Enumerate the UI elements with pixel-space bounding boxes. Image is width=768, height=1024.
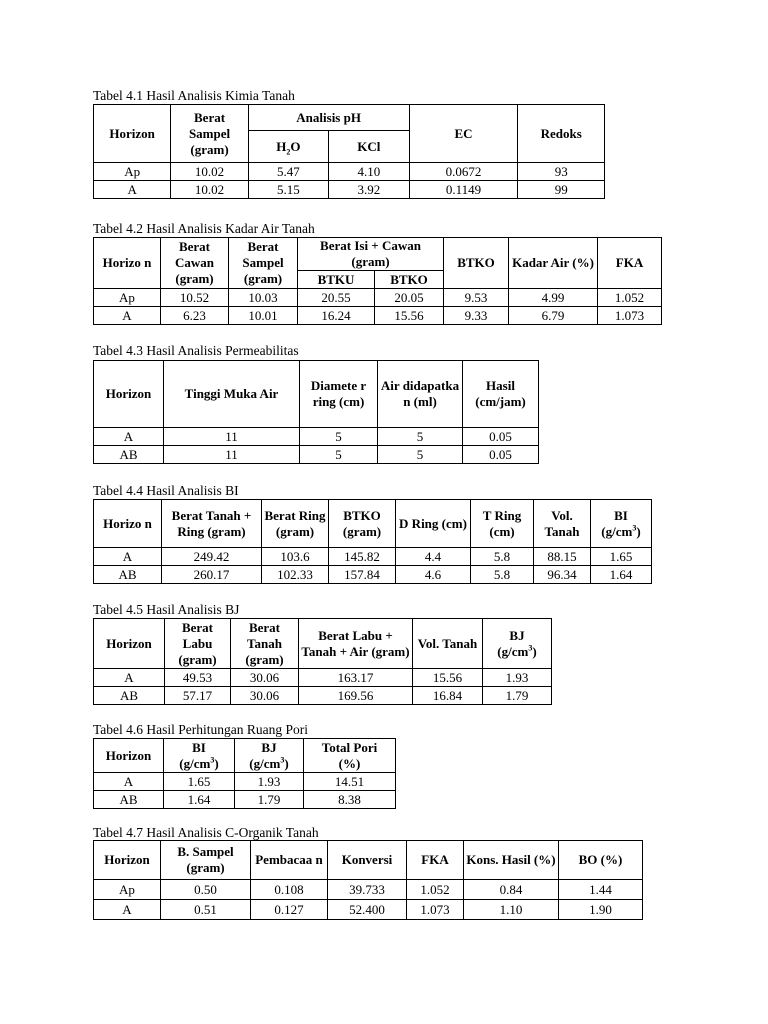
header-konversi: Konversi (328, 841, 407, 880)
cell: 88.15 (534, 548, 591, 566)
header-berat-cawan: Berat Cawan (gram) (161, 238, 229, 289)
cell: 49.53 (165, 669, 231, 687)
cell: 5.8 (471, 548, 534, 566)
header-horizon: Horizon (94, 739, 164, 773)
cell: AB (94, 446, 164, 464)
header-bj: BJ $(g/cm^3)$ (483, 619, 552, 669)
table-4-7 (93, 840, 643, 920)
cell: Ap (94, 163, 171, 181)
header-total-pori: Total Pori (%) (304, 739, 396, 773)
cell: 4.6 (396, 566, 471, 584)
header-berat-ring: Berat Ring (gram) (262, 500, 329, 548)
cell: 0.0672 (409, 163, 518, 181)
header-kcl: KCl (329, 131, 409, 163)
header-t-ring: T Ring (cm) (471, 500, 534, 548)
table-row (94, 791, 396, 809)
cell: 5 (378, 446, 463, 464)
cell: 99 (518, 181, 605, 199)
cell: 30.06 (231, 669, 299, 687)
table-4-3-caption: Tabel 4.3 Hasil Analisis Permeabilitas (93, 343, 299, 358)
cell: 6.23 (161, 307, 229, 325)
cell: 102.33 (262, 566, 329, 584)
cell: 15.56 (375, 307, 444, 325)
cell: 260.17 (162, 566, 262, 584)
cell: 103.6 (262, 548, 329, 566)
cell: 145.82 (329, 548, 396, 566)
header-horizon: Horizon (94, 841, 161, 880)
header-kadar-air: Kadar Air (%) (509, 238, 598, 289)
cell: 1.44 (559, 880, 643, 900)
table-row (94, 669, 552, 687)
cell: 9.53 (444, 289, 509, 307)
header-diameter-ring: Diamete r ring (cm) (300, 361, 378, 428)
table-row (94, 548, 652, 566)
cell: 1.64 (164, 791, 235, 809)
header-berat-labu: Berat Labu (gram) (165, 619, 231, 669)
header-vol-tanah: Vol. Tanah (534, 500, 591, 548)
cell: 157.84 (329, 566, 396, 584)
cell: 16.24 (298, 307, 375, 325)
header-bi: BI $(g/cm^3)$ (591, 500, 652, 548)
cell: 4.10 (329, 163, 409, 181)
table-row (94, 566, 652, 584)
header-d-ring: D Ring (cm) (396, 500, 471, 548)
cell: 8.38 (304, 791, 396, 809)
cell: 11 (164, 446, 300, 464)
cell: AB (94, 566, 162, 584)
header-berat-labu-tanah-air: Berat Labu + Tanah + Air (gram) (299, 619, 413, 669)
cell: 10.01 (229, 307, 298, 325)
table-row (94, 181, 605, 199)
header-horizon: Horizon (94, 619, 165, 669)
cell: 5 (300, 428, 378, 446)
header-tinggi-muka-air: Tinggi Muka Air (164, 361, 300, 428)
cell: 5 (378, 428, 463, 446)
cell: 0.05 (463, 446, 539, 464)
cell: 1.073 (598, 307, 662, 325)
cell: 5.47 (248, 163, 328, 181)
cell: AB (94, 687, 165, 705)
header-bj: BJ $(g/cm^3)$ (235, 739, 304, 773)
cell: 15.56 (413, 669, 483, 687)
header-berat-tanah: Berat Tanah (gram) (231, 619, 299, 669)
header-horizon: Horizo n (94, 500, 162, 548)
header-vol-tanah: Vol. Tanah (413, 619, 483, 669)
cell: 57.17 (165, 687, 231, 705)
cell: 1.10 (464, 900, 559, 920)
cell: 0.84 (464, 880, 559, 900)
header-btko-sub: BTKO (375, 271, 444, 289)
table-row (94, 163, 605, 181)
cell: 10.52 (161, 289, 229, 307)
table-row (94, 307, 662, 325)
cell: 14.51 (304, 773, 396, 791)
cell: 169.56 (299, 687, 413, 705)
header-berat-sampel: Berat Sampel (gram) (171, 105, 248, 163)
cell: 5.8 (471, 566, 534, 584)
header-fka: FKA (598, 238, 662, 289)
cell: 1.65 (591, 548, 652, 566)
cell: 1.93 (483, 669, 552, 687)
cell: A (94, 773, 164, 791)
cell: 0.51 (161, 900, 251, 920)
cell: 1.93 (235, 773, 304, 791)
cell: AB (94, 791, 164, 809)
cell: 30.06 (231, 687, 299, 705)
table-4-1 (93, 104, 605, 199)
cell: 10.02 (171, 181, 248, 199)
cell: 0.50 (161, 880, 251, 900)
table-4-1-caption: Tabel 4.1 Hasil Analisis Kimia Tanah (93, 88, 295, 103)
cell: 9.33 (444, 307, 509, 325)
table-row (94, 428, 539, 446)
table-4-4-caption: Tabel 4.4 Hasil Analisis BI (93, 483, 239, 498)
header-berat-sampel: Berat Sampel (gram) (229, 238, 298, 289)
cell: 1.052 (407, 880, 464, 900)
cell: 1.65 (164, 773, 235, 791)
header-bi: BI $(g/cm^3)$ (164, 739, 235, 773)
cell: Ap (94, 880, 161, 900)
cell: 3.92 (329, 181, 409, 199)
cell: 20.55 (298, 289, 375, 307)
cell: 1.64 (591, 566, 652, 584)
cell: 10.02 (171, 163, 248, 181)
header-air-didapatkan: Air didapatka n (ml) (378, 361, 463, 428)
header-fka: FKA (407, 841, 464, 880)
header-btko: BTKO (gram) (329, 500, 396, 548)
table-4-2 (93, 237, 662, 325)
cell: A (94, 548, 162, 566)
header-horizon: Horizon (94, 361, 164, 428)
header-bo: BO (%) (559, 841, 643, 880)
table-row (94, 289, 662, 307)
cell: A (94, 669, 165, 687)
cell: A (94, 900, 161, 920)
cell: 5 (300, 446, 378, 464)
cell: 52.400 (328, 900, 407, 920)
header-kons-hasil: Kons. Hasil (%) (464, 841, 559, 880)
table-4-6 (93, 738, 396, 809)
cell: A (94, 307, 161, 325)
header-analisis-ph: Analisis pH (248, 105, 409, 131)
table-4-2-caption: Tabel 4.2 Hasil Analisis Kadar Air Tanah (93, 221, 315, 236)
header-pembacaan: Pembacaa n (251, 841, 328, 880)
cell: 4.4 (396, 548, 471, 566)
cell: 1.79 (483, 687, 552, 705)
cell: 0.108 (251, 880, 328, 900)
table-4-4 (93, 499, 652, 584)
cell: 163.17 (299, 669, 413, 687)
header-berat-isi-cawan: Berat Isi + Cawan (gram) (298, 238, 444, 271)
cell: A (94, 181, 171, 199)
cell: Ap (94, 289, 161, 307)
cell: 249.42 (162, 548, 262, 566)
header-redoks: Redoks (518, 105, 605, 163)
cell: 39.733 (328, 880, 407, 900)
cell: 6.79 (509, 307, 598, 325)
cell: 96.34 (534, 566, 591, 584)
cell: 0.127 (251, 900, 328, 920)
table-4-6-caption: Tabel 4.6 Hasil Perhitungan Ruang Pori (93, 722, 309, 737)
table-row (94, 446, 539, 464)
table-row (94, 900, 643, 920)
cell: 20.05 (375, 289, 444, 307)
table-4-7-caption: Tabel 4.7 Hasil Analisis C-Organik Tanah (93, 825, 319, 840)
cell: 16.84 (413, 687, 483, 705)
table-4-5-caption: Tabel 4.5 Hasil Analisis BJ (93, 602, 240, 617)
cell: 11 (164, 428, 300, 446)
header-h2o: $H_2O$ (248, 131, 328, 163)
table-4-3 (93, 360, 539, 464)
cell: 1.052 (598, 289, 662, 307)
cell: 5.15 (248, 181, 328, 199)
header-hasil: Hasil (cm/jam) (463, 361, 539, 428)
cell: A (94, 428, 164, 446)
table-row (94, 773, 396, 791)
cell: 10.03 (229, 289, 298, 307)
cell: 1.79 (235, 791, 304, 809)
cell: 1.90 (559, 900, 643, 920)
cell: 0.05 (463, 428, 539, 446)
table-row (94, 687, 552, 705)
cell: 93 (518, 163, 605, 181)
header-horizon: Horizo n (94, 238, 161, 289)
cell: 1.073 (407, 900, 464, 920)
header-berat-tanah-ring: Berat Tanah + Ring (gram) (162, 500, 262, 548)
header-b-sampel: B. Sampel (gram) (161, 841, 251, 880)
header-ec: EC (409, 105, 518, 163)
table-row (94, 880, 643, 900)
header-horizon: Horizon (94, 105, 171, 163)
cell: 0.1149 (409, 181, 518, 199)
table-4-5 (93, 618, 552, 705)
cell: 4.99 (509, 289, 598, 307)
header-btko: BTKO (444, 238, 509, 289)
header-btku: BTKU (298, 271, 375, 289)
